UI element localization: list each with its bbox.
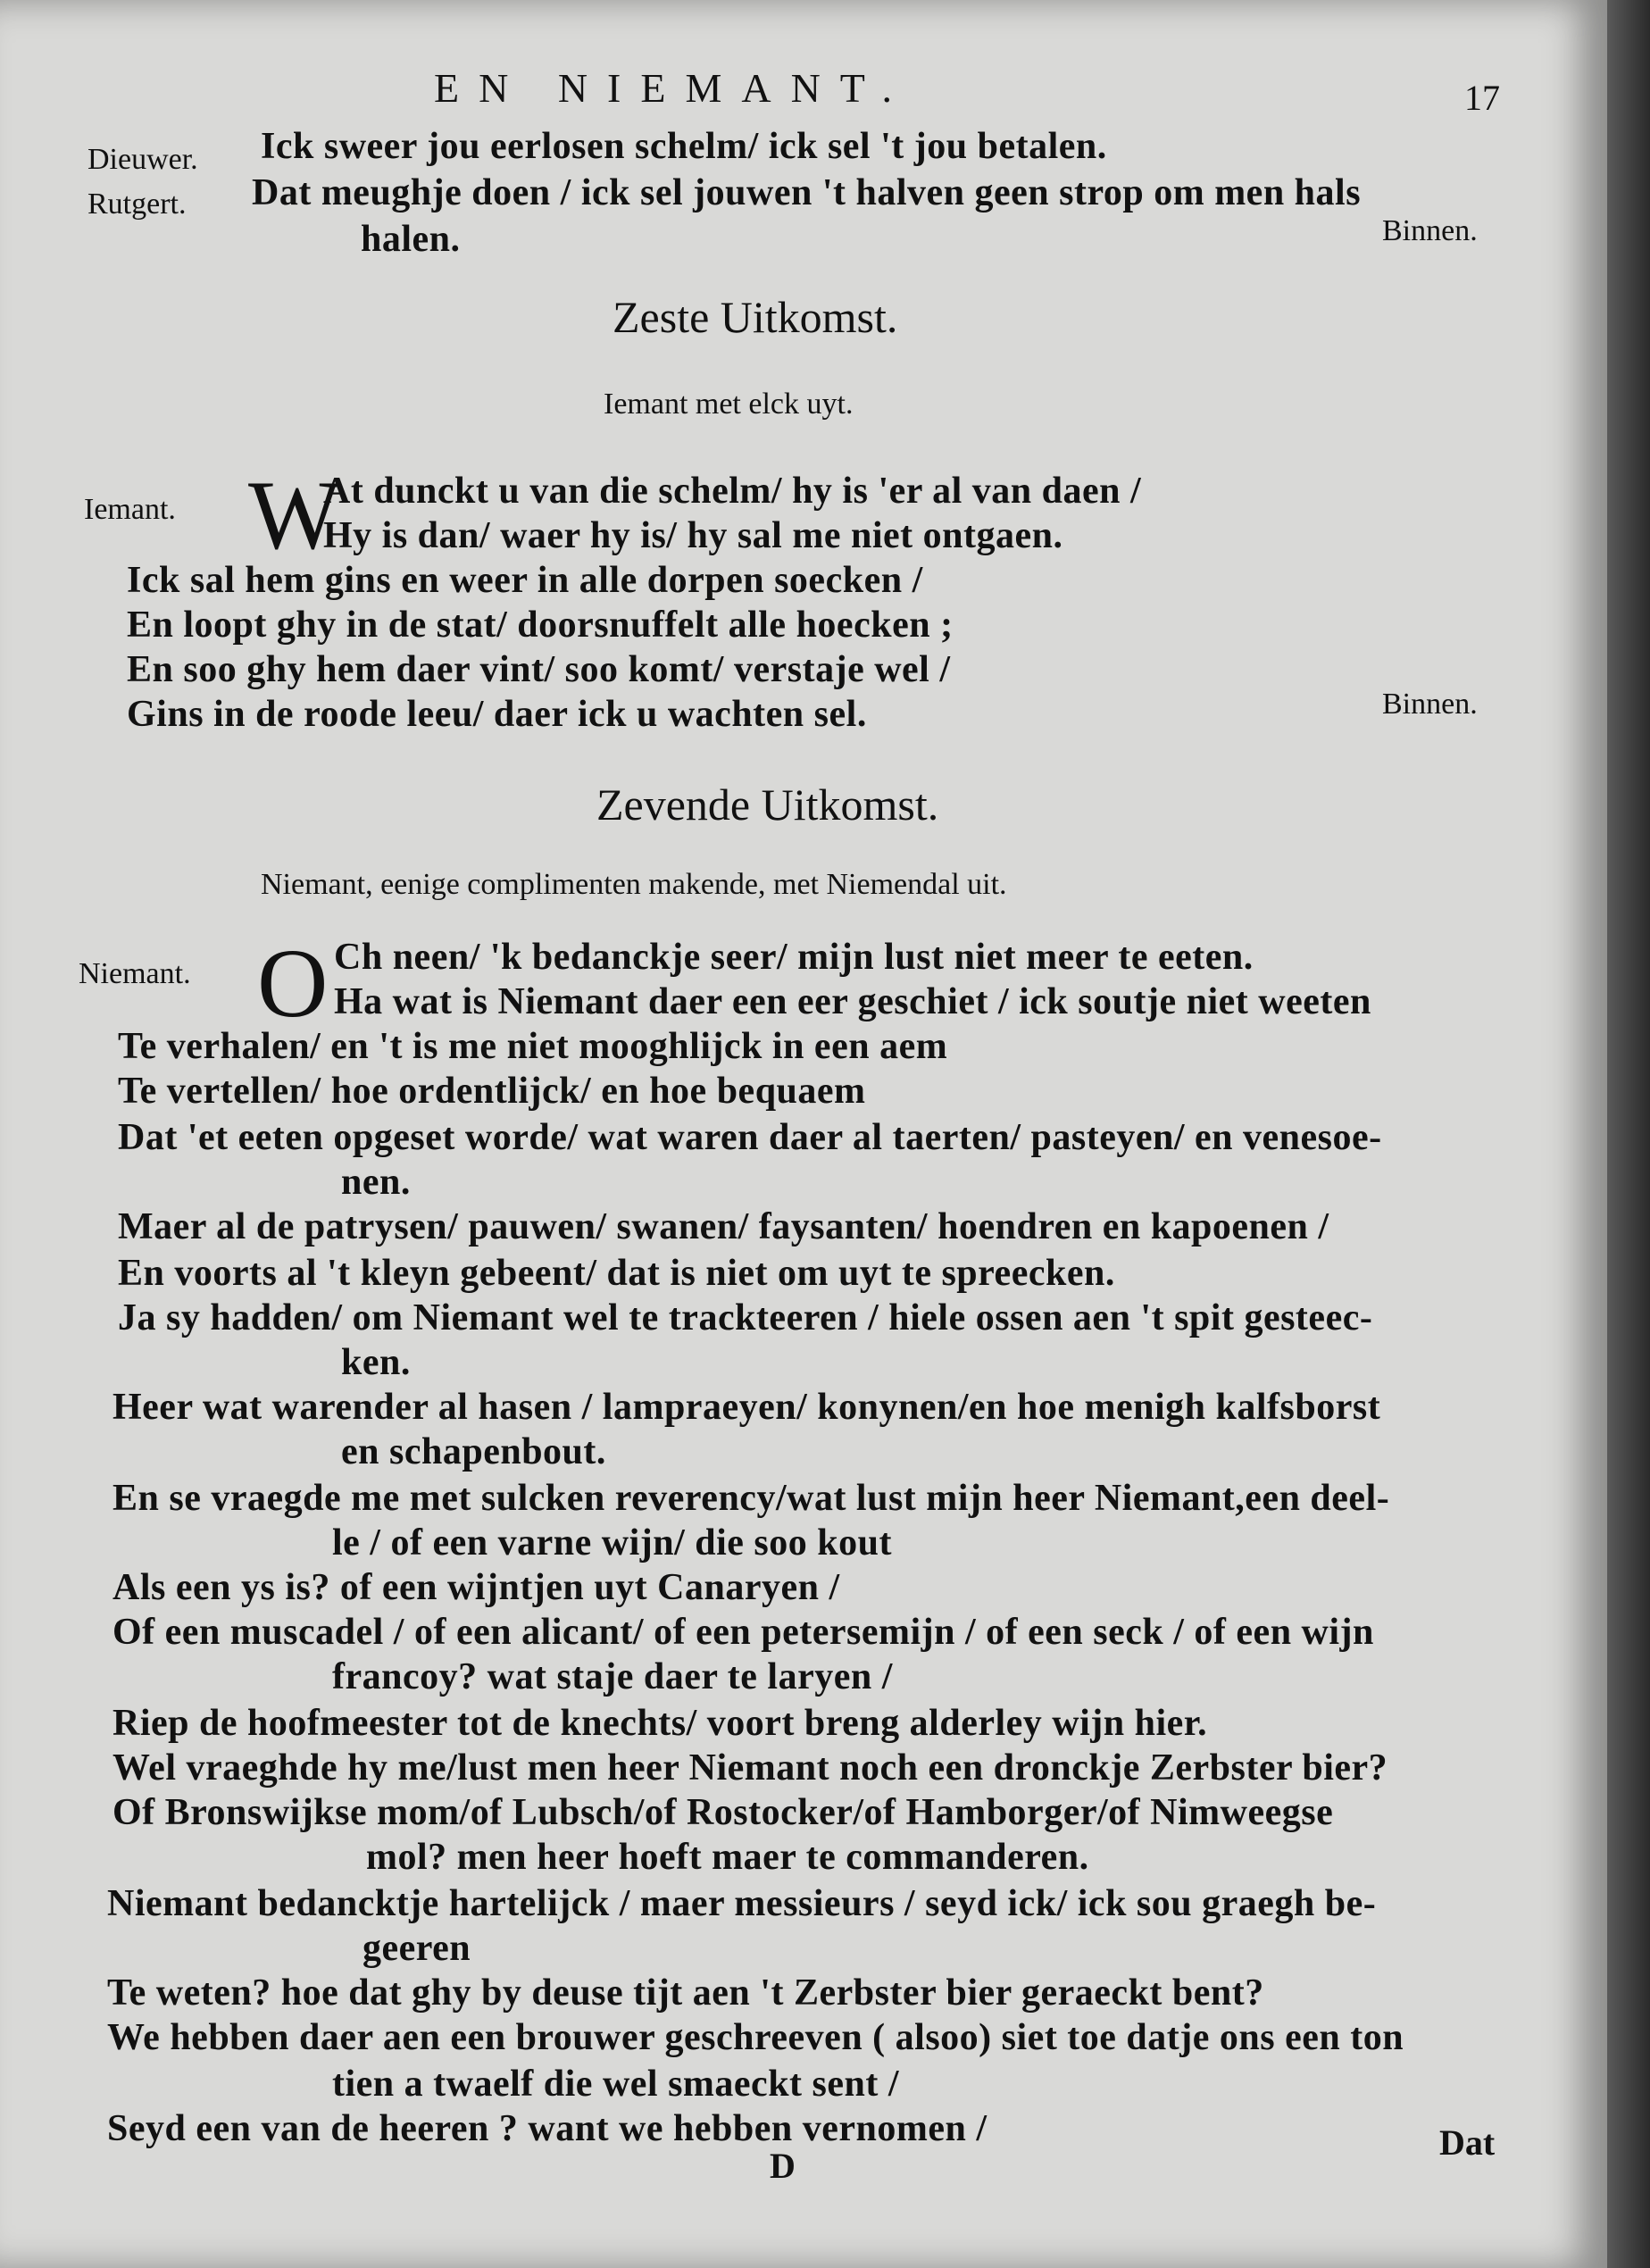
speaker-dieuwer: Dieuwer. xyxy=(88,143,198,176)
verse-line: Seyd een van de heeren ? want we hebben vernomen / xyxy=(107,2108,988,2149)
verse-line: Hy is dan/ waer hy is/ hy sal me niet ontgaen. xyxy=(323,515,1063,556)
verse-line: Als een ys is? of een wijntjen uyt Canaryen / xyxy=(112,1567,840,1608)
verse-line: le / of een varne wijn/ die soo kout xyxy=(332,1522,892,1563)
verse-line: Ick sal hem gins en weer in alle dorpen soecken / xyxy=(127,560,923,601)
verse-line: Riep de hoofmeester tot de knechts/ voort breng alderley wijn hier. xyxy=(112,1703,1208,1744)
speaker-niemant: Niemant. xyxy=(79,957,191,990)
verse-line: Te verhalen/ en 't is me niet mooghlijck in een aem xyxy=(118,1026,948,1067)
verse-line: nen. xyxy=(341,1162,411,1203)
scene-title: Zeste Uitkomst. xyxy=(612,292,898,342)
verse-line: francoy? wat staje daer te laryen / xyxy=(332,1656,893,1697)
verse-line: en schapenbout. xyxy=(341,1431,606,1472)
stage-direction: Niemant, eenige complimenten makende, met Niemendal uit. xyxy=(261,868,1007,901)
verse-line: At dunckt u van die schelm/ hy is 'er al van daen / xyxy=(323,471,1142,512)
verse-line: We hebben daer aen een brouwer geschreeven ( alsoo) siet toe datje ons een ton xyxy=(107,2017,1404,2058)
verse-line: Ch neen/ 'k bedanckje seer/ mijn lust niet meer te eeten. xyxy=(334,937,1254,978)
verse-line: Heer wat warender al hasen / lampraeyen/ konynen/en hoe menigh kalfsborst xyxy=(112,1387,1381,1428)
drop-initial: O xyxy=(257,929,329,1038)
verse-line: geeren xyxy=(362,1928,471,1969)
speaker-iemant: Iemant. xyxy=(84,493,176,526)
verse-line: ken. xyxy=(341,1342,411,1383)
verse-line: tien a twaelf die wel smaeckt sent / xyxy=(332,2064,900,2105)
verse-line: En voorts al 't kleyn gebeent/ dat is niet om uyt te spreecken. xyxy=(118,1253,1115,1294)
stage-direction: Iemant met elck uyt. xyxy=(604,388,854,421)
scene-title: Zevende Uitkomst. xyxy=(596,780,939,830)
verse-line: Maer al de patrysen/ pauwen/ swanen/ faysanten/ hoendren en kapoenen / xyxy=(118,1206,1329,1247)
verse-line: Te vertellen/ hoe ordentlijck/ en hoe bequaem xyxy=(118,1071,866,1112)
catchword: Dat xyxy=(1439,2122,1496,2163)
verse-line: En se vraegde me met sulcken reverency/wat lust mijn heer Niemant,een deel- xyxy=(112,1478,1390,1519)
exit-direction: Binnen. xyxy=(1382,214,1478,247)
drop-initial: W xyxy=(248,461,341,570)
page-number: 17 xyxy=(1464,78,1500,118)
verse-line: Ja sy hadden/ om Niemant wel te trackteeren / hiele ossen aen 't spit gesteec- xyxy=(118,1297,1373,1338)
verse-line: En loopt ghy in de stat/ doorsnuffelt alle hoecken ; xyxy=(127,605,954,646)
verse-line: En soo ghy hem daer vint/ soo komt/ verstaje wel / xyxy=(127,649,951,690)
verse-line: Ick sweer jou eerlosen schelm/ ick sel 't jou betalen. xyxy=(261,126,1107,167)
verse-line: halen. xyxy=(361,219,461,260)
verse-line: Ha wat is Niemant daer een eer geschiet / ick soutje niet weeten xyxy=(334,981,1371,1022)
verse-line: Dat meughje doen / ick sel jouwen 't halven geen strop om men hals xyxy=(252,172,1362,213)
speaker-rutgert: Rutgert. xyxy=(88,188,187,221)
running-title: EN NIEMANT. xyxy=(434,65,912,111)
verse-line: mol? men heer hoeft maer te commanderen. xyxy=(366,1837,1089,1878)
exit-direction: Binnen. xyxy=(1382,688,1478,721)
verse-line: Of Bronswijkse mom/of Lubsch/of Rostocker/of Hamborger/of Nimweegse xyxy=(112,1792,1334,1833)
verse-line: Wel vraeghde hy me/lust men heer Niemant noch een dronckje Zerbster bier? xyxy=(112,1747,1388,1789)
verse-line: Niemant bedancktje hartelijck / maer messieurs / seyd ick/ ick sou graegh be- xyxy=(107,1883,1377,1924)
signature-mark: D xyxy=(770,2146,796,2186)
verse-line: Te weten? hoe dat ghy by deuse tijt aen 't Zerbster bier geraeckt bent? xyxy=(107,1972,1264,2014)
page-edge-shadow xyxy=(1607,0,1650,2268)
verse-line: Dat 'et eeten opgeset worde/ wat waren daer al taerten/ pasteyen/ en venesoe- xyxy=(118,1117,1382,1158)
verse-line: Gins in de roode leeu/ daer ick u wachten sel. xyxy=(127,694,867,735)
verse-line: Of een muscadel / of een alicant/ of een petersemijn / of een seck / of een wijn xyxy=(112,1612,1374,1653)
